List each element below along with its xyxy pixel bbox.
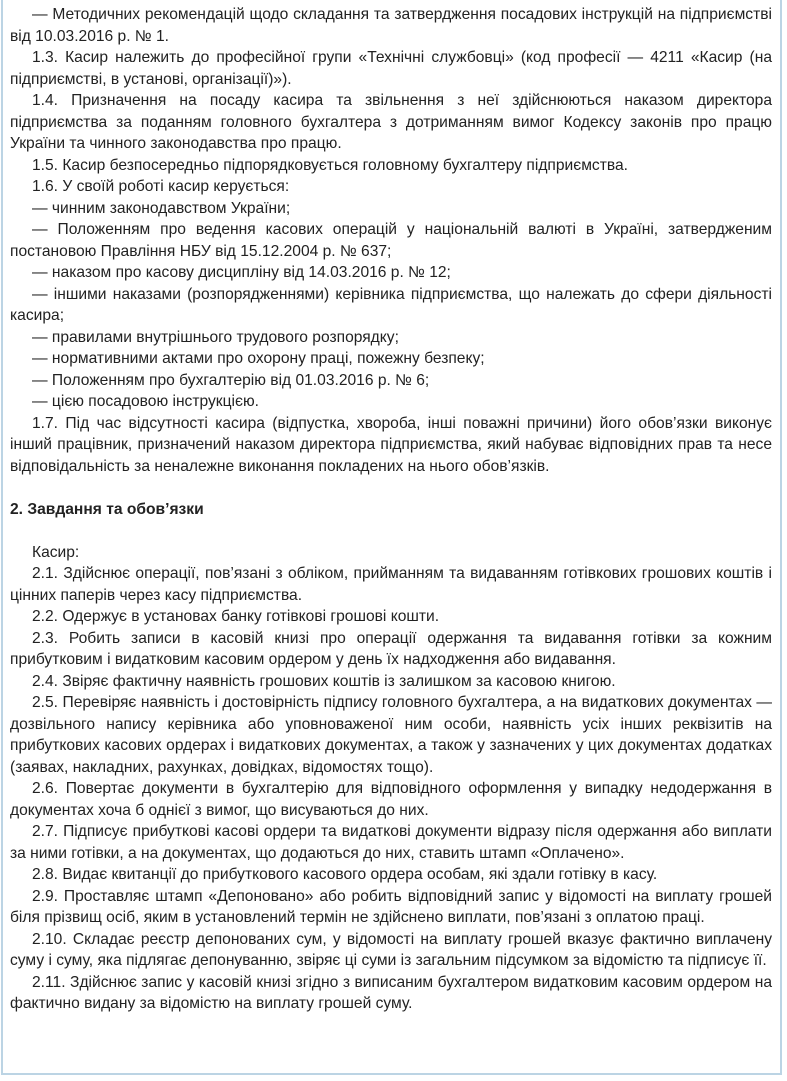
paragraph-1-5: 1.5. Касир безпосередньо підпорядковується головному бухгалтеру підприємства. — [32, 156, 628, 174]
list-item-legislation: — чинним законодавством України; — [32, 199, 291, 217]
document-body — [10, 4, 772, 1015]
paragraph-2-5: 2.5. Перевіряє наявність і достовірність підпису головного бухгалтера, а на видаткових документах — дозвільного напису керівника або уповноваженої ним особи, наявність усіх інших реквізитів на прибуткових касових ордерах і видаткових документах, а також у зазначених у цих документах додатках (заявах, накладних, рахунках, довідках, відомостях тощо). — [10, 694, 772, 776]
section-2-intro: Касир: — [32, 543, 80, 561]
paragraph-2-1: 2.1. Здійснює операції, пов’язані з обліком, прийманням та видаванням готівкових грошових коштів і цінних паперів через касу підприємства. — [10, 565, 772, 604]
paragraph-1-4: 1.4. Призначення на посаду касира та звільнення з неї здійснюються наказом директора підприємства за поданням головного бухгалтера з дотриманням вимог Кодексу законів про працю України та чинного законодавства про працю. — [10, 92, 772, 152]
paragraph-2-3: 2.3. Робить записи в касовій книзі про операції одержання та видавання готівки за кожним прибутковим і видатковим касовим ордером у день їх надходження або видавання. — [10, 629, 772, 668]
section-2-title: 2. Завдання та обов’язки — [10, 501, 204, 518]
list-item-labour-rules: — правилами внутрішнього трудового розпорядку; — [32, 328, 399, 346]
paragraph-2-7: 2.7. Підписує прибуткові касові ордери та видаткові документи відразу після одержання або виплати за ними готівки, а на документах, що додаються до них, ставить штамп «Оплачено». — [10, 823, 772, 862]
paragraph-2-2: 2.2. Одержує в установах банку готівкові грошові кошти. — [32, 608, 440, 625]
list-item-accounting-regulation: — Положенням про бухгалтерію від 01.03.2016 р. № 6; — [32, 371, 430, 389]
list-item-cash-discipline-order: — наказом про касову дисципліну від 14.03.2016 р. № 12; — [32, 264, 451, 281]
list-item-cash-regulation: — Положенням про ведення касових операцій у національній валюті в Україні, затвердженим постановою Правління НБУ від 15.12.2004 р. № 637; — [10, 221, 772, 260]
list-item-safety-acts: — нормативними актами про охорону праці, пожежну безпеку; — [32, 350, 485, 367]
paragraph-1-6: 1.6. У своїй роботі касир керується: — [32, 178, 290, 195]
paragraph-2-10: 2.10. Складає реєстр депонованих сум, у відомості на виплату грошей вказує фактично виплачену суму і суму, яка підлягає депонуванню, звіряє ці суми із загальним підсумком за відомістю та підписує її. — [10, 930, 772, 969]
paragraph-1-3: 1.3. Касир належить до професійної групи «Технічні службовці» (код професії — 4211 «Касир (на підприємстві, в установі, організації)»). — [10, 49, 772, 88]
list-item-other-orders: — іншими наказами (розпорядженнями) керівника підприємства, що належать до сфери діяльності касира; — [10, 285, 772, 324]
paragraph-1-7: 1.7. Під час відсутності касира (відпустка, хвороба, інші поважні причини) його обов’язки виконує інший працівник, призначений наказом директора підприємства, який набуває відповідних прав та несе відповідальність за неналежне виконання покладених на нього обов’язків. — [10, 414, 772, 475]
list-item-job-instruction: — цією посадовою інструкцією. — [32, 393, 259, 410]
paragraph-2-8: 2.8. Видає квитанції до прибуткового касового ордера особам, які здали готівку в касу. — [32, 866, 658, 883]
paragraph-2-9: 2.9. Проставляє штамп «Депоновано» або робить відповідний запис у відомості на виплату грошей біля прізвищ осіб, яким в установлений термін не здійснено виплати, пов’язані з оплатою праці. — [10, 887, 772, 926]
paragraph-2-6: 2.6. Повертає документи в бухгалтерію для відповідного оформлення у випадку недодержання в документах хоча б однієї з вимог, що висуваються до них. — [10, 780, 772, 819]
paragraph-2-4: 2.4. Звіряє фактичну наявність грошових коштів із залишком за касовою книгою. — [32, 672, 616, 690]
paragraph-2-11: 2.11. Здійснює запис у касовій книзі згідно з виписаним бухгалтером видатковим касовим ордером на фактично видану за відомістю на виплату грошей суму. — [10, 973, 772, 1012]
paragraph-methodical-recommendations: — Методичних рекомендацій щодо складання та затвердження посадових інструкцій на підприємстві від 10.03.2016 р. № 1. — [10, 6, 772, 45]
